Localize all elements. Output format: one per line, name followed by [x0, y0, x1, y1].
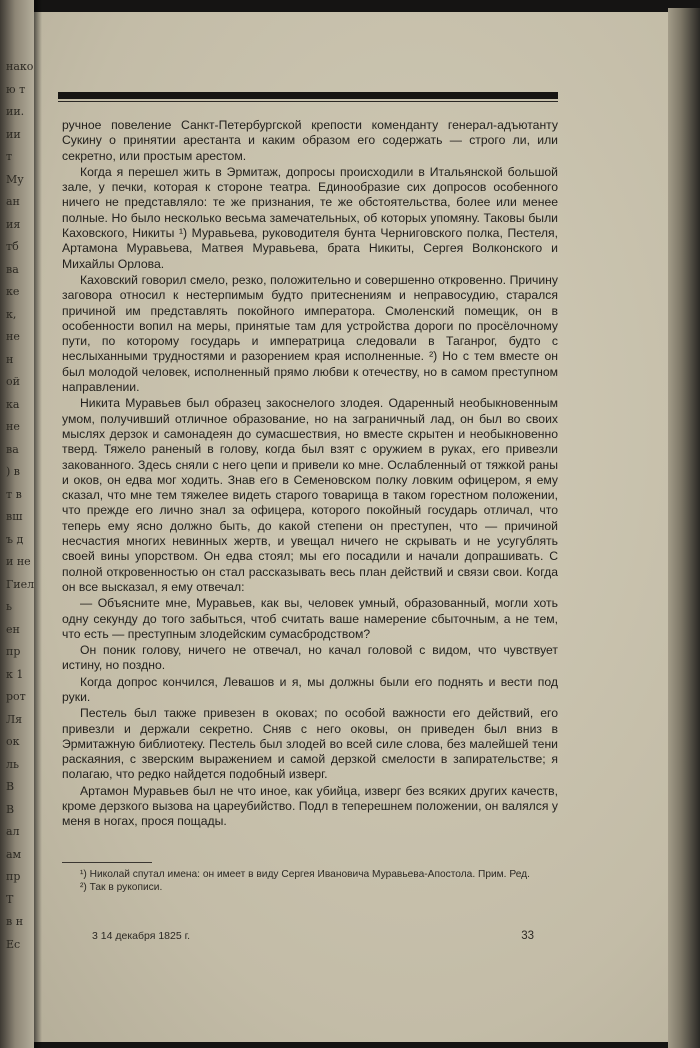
facing-page-fragment: ии [6, 127, 21, 141]
facing-page-fragment: ан [6, 195, 20, 208]
facing-page-fragment: В [6, 802, 15, 816]
facing-page-edge [0, 0, 34, 1048]
footnote-divider [62, 862, 152, 863]
footnotes [62, 868, 558, 894]
facing-page-fragment: ) в [6, 465, 20, 478]
facing-page-fragment: ал [6, 825, 20, 838]
page-stack-edge [668, 8, 700, 1048]
facing-page-fragment: рот [6, 690, 26, 703]
facing-page-fragment: ам [6, 847, 22, 861]
facing-page-fragment: к 1 [6, 667, 24, 681]
header-rule-thick [58, 92, 558, 99]
footnote: ¹) Николай спутал имена: он имеет в виду Сергея Ивановича Муравьева-Апостола. Прим. Ред. [80, 869, 530, 880]
facing-page-fragment: ва [6, 262, 19, 276]
facing-page-fragment: нако [6, 60, 34, 73]
facing-page-fragment: Ля [6, 712, 23, 726]
facing-page-fragment: не [6, 420, 20, 433]
facing-page-fragment: Гиел [6, 577, 34, 591]
facing-page-fragment: ю т [6, 82, 26, 96]
facing-page-fragment: В [6, 780, 15, 793]
facing-page-fragment: ь [6, 600, 12, 613]
paragraph: Когда я перешел жить в Эрмитаж, допросы происходили в Итальянской большой зале, у печки, которая к стороне театра. Единообразие сих допросов особенного ничего не представляло: те же признания, те же обстоятельства, более или менее полные. Но было несколько весьма замечательных, об которых упомяну. Таковы были Каховского, Никиты ¹) Муравьева, руководителя бунта Черниговского полка, Пестеля, Артамона Муравьева, Матвея Муравьева, брата Никиты, Сергея Волконского и Михайлы Орлова. [62, 164, 558, 271]
facing-page-fragment: в н [6, 915, 24, 928]
paragraph: Когда допрос кончился, Левашов и я, мы должны были его поднять и вести под руки. [62, 674, 558, 704]
paragraph: Пестель был также привезен в оковах; по особой важности его действий, его привезли и держали секретно. Сняв с него оковы, он приведен был вниз в Эрмитажную библиотеку. Пестель был злодей во всей силе слова, без малейшей тени раскаяния, с зверским выражением и самой дерзкой смелости в запирательстве; я полагаю, что редко найдется подобный изверг. [62, 706, 558, 782]
header-rule-thin [58, 101, 558, 102]
footnote: ²) Так в рукописи. [80, 882, 163, 893]
main-text [62, 118, 558, 831]
signature-mark: 3 14 декабря 1825 г. [92, 930, 191, 942]
facing-page-fragment: ии. [6, 105, 25, 118]
facing-page-fragment: ка [6, 397, 20, 411]
facing-page-fragment: т [6, 150, 13, 163]
paragraph: Он поник голову, ничего не отвечал, но качал головой с видом, что чувствует истину, но поздно. [62, 643, 558, 673]
facing-page-fragment: не [6, 330, 20, 343]
facing-page-fragment: Ес [6, 937, 21, 951]
facing-page-fragment: ъ д [6, 532, 24, 546]
facing-page-fragment: Му [6, 172, 24, 186]
facing-page-fragment: и не [6, 555, 31, 568]
facing-page-fragment: н [6, 352, 14, 366]
paragraph: Никита Муравьев был образец закоснелого злодея. Одаренный необыкновенным умом, получивший отличное образование, но на заграничный лад, он был во своих мыслях дерзок и самонадеян до сумасшествия, но вместе скрытен и необыкновенно тверд. Тяжело раненый в голову, когда был взят с оружием в руках, его привезли закованного. Здесь сняли с него цепи и привели ко мне. Ослабленный от тяжкой раны и оков, он едва мог ходить. Знав его в Семеновском полку ловким офицером, я ему сказал, что мне тем тяжелее видеть старого товарища в таком горестном положении, что прежде его лично знал за офицера, которого покойный государь отличал, что теперь ему ясно должно быть, до какой степени он преступен, что — причиной несчастия многих невинных жертв, и увещал ничего не скрывать и не усугублять своей вины упорством. Он едва стоял; мы его посадили и начали допрашивать. С полной откровенностью он стал рассказывать весь план действий и связи свои. Когда он все высказал, я ему отвечал: [62, 396, 558, 594]
facing-page-fragment: тб [6, 240, 19, 253]
facing-page-fragment: пр [6, 870, 21, 883]
facing-page-fragment: ок [6, 735, 20, 748]
gutter-shadow [34, 0, 42, 1048]
facing-page-fragment: ль [6, 757, 19, 771]
facing-page-fragment: ия [6, 217, 21, 231]
facing-page-fragment: пр [6, 645, 21, 658]
facing-page-fragment: к, [6, 307, 17, 321]
facing-page-fragment: вш [6, 510, 23, 523]
facing-page-fragment: ен [6, 622, 20, 636]
facing-page-fragment: т в [6, 487, 22, 501]
facing-page-fragment: ой [6, 375, 20, 388]
facing-page-fragment: ва [6, 442, 19, 456]
paragraph: — Объясните мне, Муравьев, как вы, человек умный, образованный, могли хоть одну секунду до того забыться, чтоб считать ваше намерение сбыточным, а не тем, что есть — преступным злодейским сумасбродством? [62, 596, 558, 641]
page-number: 33 [521, 930, 534, 942]
paragraph: ручное повеление Санкт-Петербургской крепости коменданту генерал-адъютанту Сукину о принятии арестанта и каким образом его содержать — строго ли, или секретно, или простым арестом. [62, 118, 558, 163]
facing-page-fragment: ке [6, 285, 20, 298]
paragraph: Артамон Муравьев был не что иное, как убийца, изверг без всяких других качеств, кроме дерзкого вызова на цареубийство. Подл в теперешнем положении, он валялся у меня в ногах, прося пощады. [62, 783, 558, 829]
facing-page-fragment: Т [6, 892, 14, 906]
paragraph: Каховский говорил смело, резко, положительно и совершенно откровенно. Причину заговора относил к нестерпимым будто притеснениям и неправосудию, старался причиной им представлять покойного императора. Смоленский помещик, он в особенности вопил на меры, принятые там для устройства дороги по просёлочному пути, по которому государь и императрица следовали в Таганрог, будто с неслыханными трудностями и разорением края исполненные. ²) Но с тем вместе он был молодой человек, исполненный прямо любви к отечеству, но в самом преступном направлении. [62, 272, 558, 395]
